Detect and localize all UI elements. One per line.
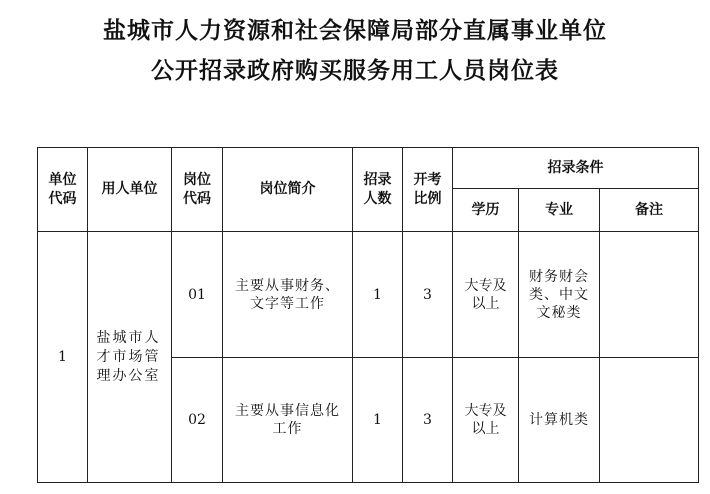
cell-recruit-count: 1: [353, 358, 403, 483]
cell-education: 大专及以上: [453, 232, 519, 358]
cell-education: 大专及以上: [453, 358, 519, 483]
cell-unit-code: 1: [38, 232, 88, 483]
recruitment-table: [37, 147, 699, 483]
cell-recruit-count: 1: [353, 232, 403, 358]
header-post-desc: 岗位简介: [223, 148, 353, 232]
cell-major: 财务财会类、中文文秘类: [519, 232, 600, 358]
cell-employer: 盐城市人才市场管理办公室: [88, 232, 172, 483]
cell-exam-ratio: 3: [403, 232, 453, 358]
cell-post-desc: 主要从事信息化工作: [223, 358, 353, 483]
header-employer: 用人单位: [88, 148, 172, 232]
cell-post-code: 02: [172, 358, 223, 483]
header-remarks: 备注: [600, 189, 699, 232]
document-title-line-2: 公开招录政府购买服务用工人员岗位表: [151, 57, 559, 84]
document-title-line-1: 盐城市人力资源和社会保障局部分直属事业单位: [103, 17, 607, 44]
header-conditions: 招录条件: [453, 148, 699, 189]
cell-major: 计算机类: [519, 358, 600, 483]
cell-post-desc: 主要从事财务、文字等工作: [223, 232, 353, 358]
cell-remarks: [600, 232, 699, 358]
header-recruit-count: 招录人数: [353, 148, 403, 232]
cell-post-code: 01: [172, 232, 223, 358]
cell-remarks: [600, 358, 699, 483]
header-unit-code: 单位代码: [38, 148, 88, 232]
header-post-code: 岗位代码: [172, 148, 223, 232]
header-education: 学历: [453, 189, 519, 232]
table-row: [38, 232, 699, 358]
header-major: 专业: [519, 189, 600, 232]
cell-exam-ratio: 3: [403, 358, 453, 483]
header-exam-ratio: 开考比例: [403, 148, 453, 232]
